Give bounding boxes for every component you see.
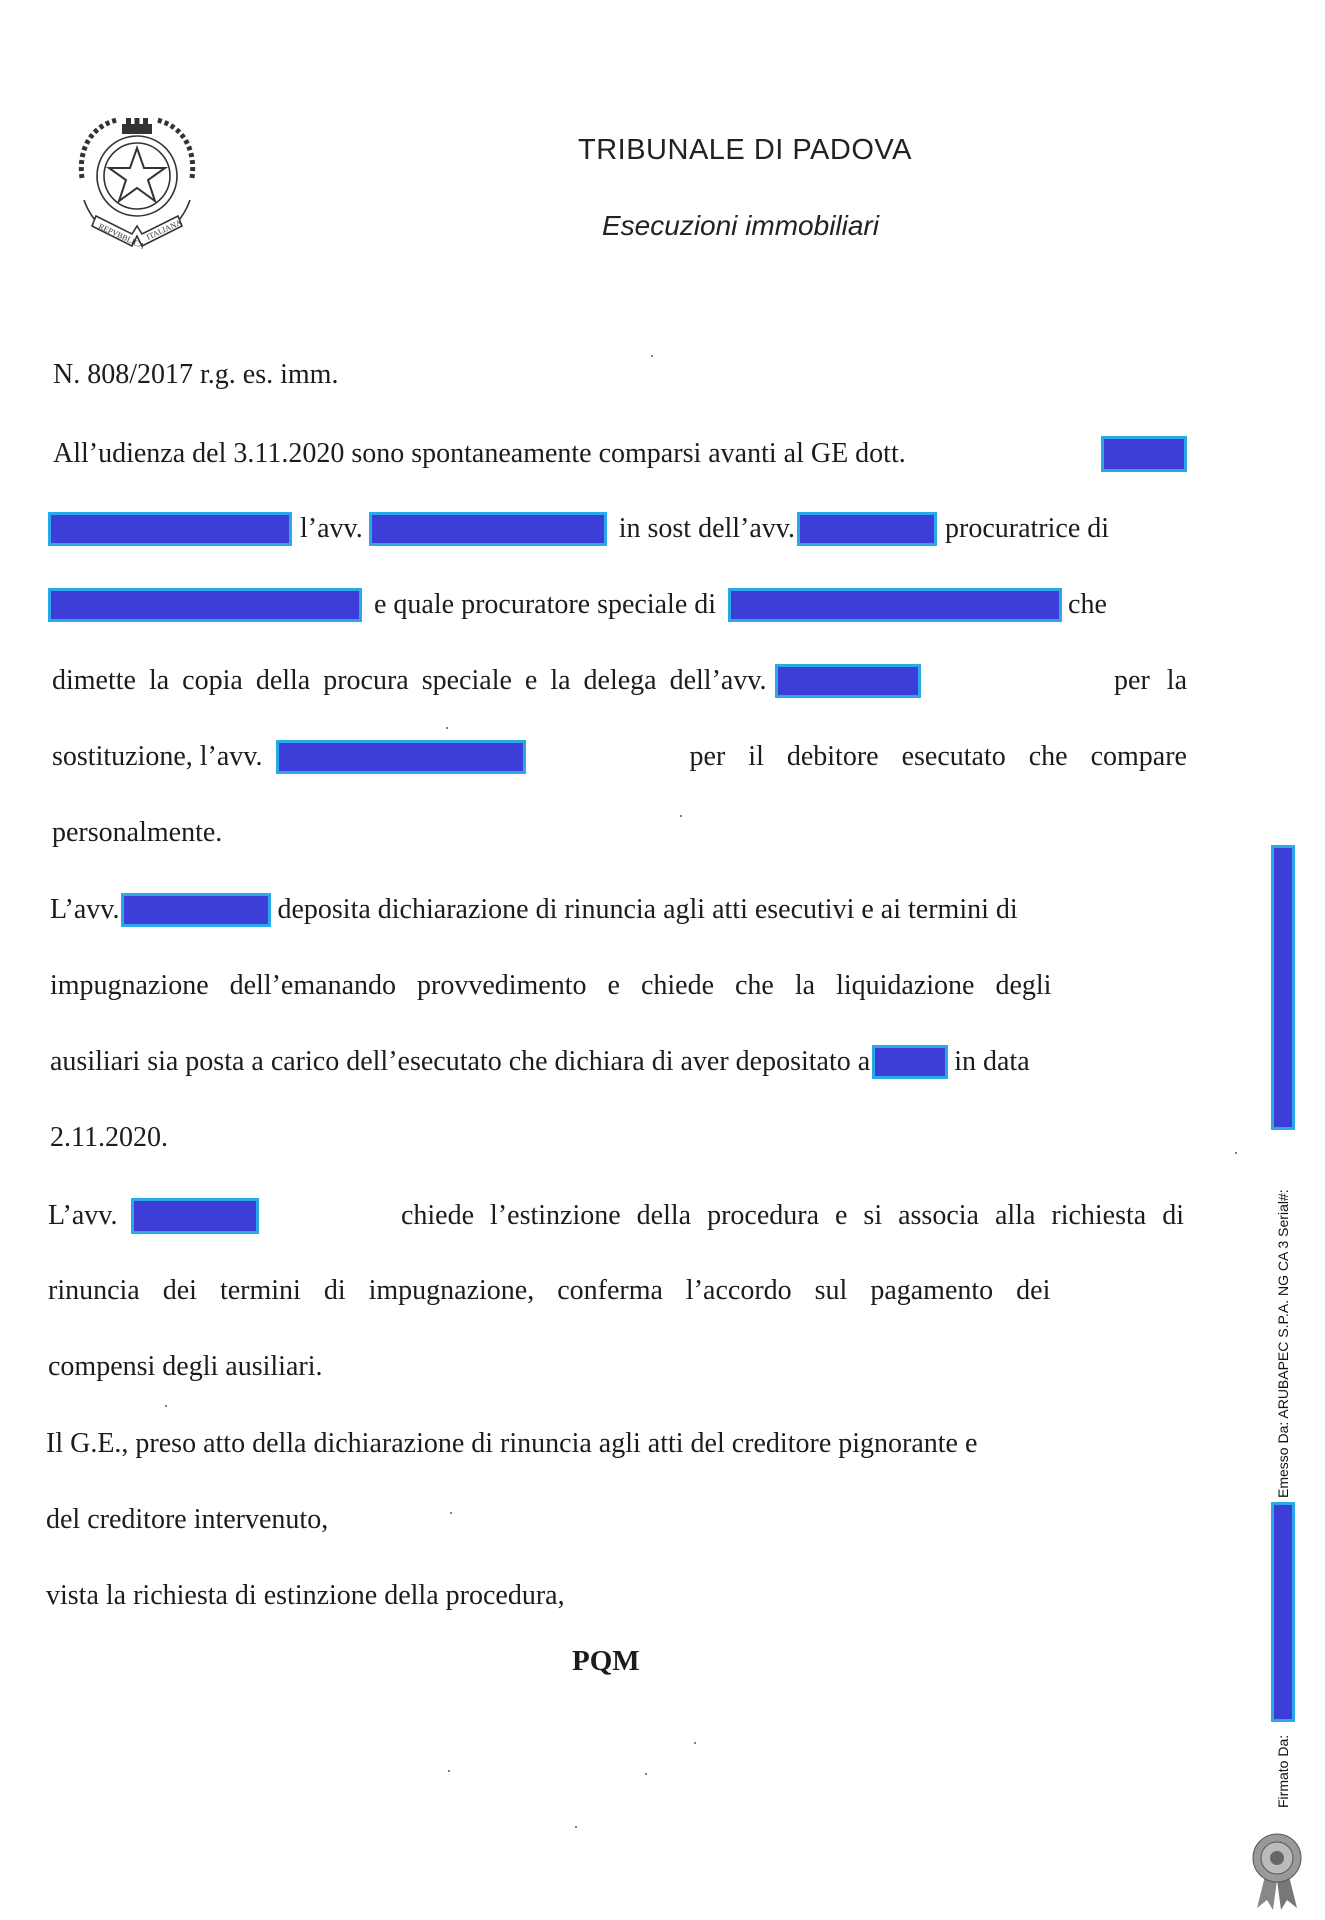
paragraph-line: l’avv. in sost dell’avv. procuratrice di [48, 512, 1188, 546]
emblem-motto-left: REPVBBLICA [97, 221, 147, 251]
redaction-box [121, 893, 271, 927]
paragraph-line: dimette la copia della procura speciale e la delega dell’avv. per la [52, 665, 1187, 696]
paragraph-line: ausiliari sia posta a carico dell’esecutato che dichiara di aver depositato a in data [50, 1046, 1030, 1077]
digital-seal-icon [1245, 1830, 1309, 1910]
paragraph-line: sostituzione, l’avv. per il debitore esecutato che compare [52, 741, 1187, 772]
redaction-box [131, 1198, 259, 1234]
redaction-box [797, 512, 937, 546]
redaction-box [276, 740, 526, 774]
redaction-box [1101, 436, 1187, 472]
paragraph-line: All’udienza del 3.11.2020 sono spontaneamente comparsi avanti al GE dott. [53, 436, 1187, 472]
paragraph-line: del creditore intervenuto, [46, 1504, 329, 1535]
redaction-box [775, 664, 921, 698]
case-number: N. 808/2017 r.g. es. imm. [53, 359, 339, 390]
paragraph-line: L’avv. deposita dichiarazione di rinuncia agli atti esecutivi e ai termini di [50, 894, 1018, 925]
redaction-box [48, 512, 292, 546]
redaction-box [48, 588, 362, 622]
redaction-box [728, 588, 1062, 622]
court-name: TRIBUNALE DI PADOVA [578, 134, 912, 166]
redaction-box [369, 512, 607, 546]
republic-emblem-icon [62, 108, 212, 258]
paragraph-line: impugnazione dell’emanando provvedimento e chiede che la liquidazione degli [50, 970, 1052, 1001]
paragraph-line: e quale procuratore speciale di che [48, 588, 1188, 622]
paragraph-line: rinuncia dei termini di impugnazione, conferma l’accordo sul pagamento dei [48, 1275, 1051, 1306]
signature-redaction-bar [1271, 1502, 1295, 1722]
signature-signed-by: Firmato Da: [1275, 1734, 1291, 1808]
paragraph-line: vista la richiesta di estinzione della procedura, [46, 1580, 565, 1611]
paragraph-line: personalmente. [52, 817, 223, 848]
pqm-heading: PQM [572, 1645, 640, 1677]
paragraph-line: Il G.E., preso atto della dichiarazione di rinuncia agli atti del creditore pignorante e [46, 1428, 978, 1459]
signature-redaction-bar [1271, 845, 1295, 1130]
paragraph-line: compensi degli ausiliari. [48, 1351, 323, 1382]
redaction-box [872, 1045, 948, 1079]
emblem-motto-right: ITALIANA [145, 217, 183, 242]
court-section: Esecuzioni immobiliari [602, 210, 879, 241]
paragraph-line: L’avv. chiede l’estinzione della procedura e si associa alla richiesta di [48, 1198, 1184, 1234]
paragraph-line: 2.11.2020. [50, 1122, 168, 1153]
signature-issuer: Emesso Da: ARUBAPEC S.P.A. NG CA 3 Serial#: [1275, 1189, 1291, 1498]
